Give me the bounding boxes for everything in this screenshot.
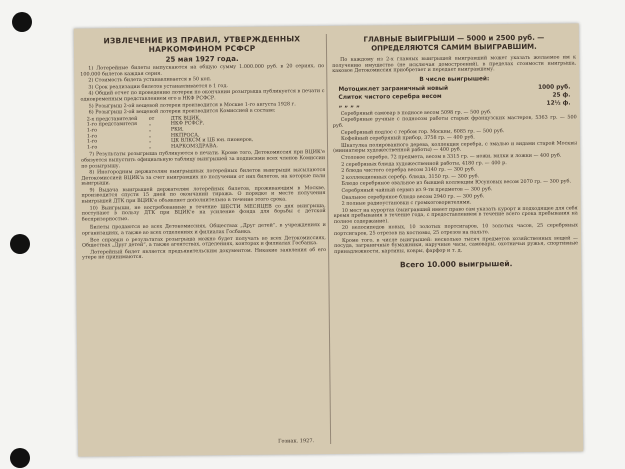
prize-item: 2 блюда чистого серебра весом 3140 гр. — 300 руб.: [341, 166, 476, 174]
rule-item: 3) Срок реализации билетов устанавливается в 1 год.: [88, 82, 228, 91]
rule-item: 6) Розыгрыш 2-ой вещевой лотереи производится Комиссией в составе:: [88, 107, 276, 116]
prize-row: Слиток чистого серебра весом 25 ф.: [338, 92, 571, 101]
prize-item: 2 полные радиоустановки с громкоговорителями.: [341, 199, 472, 207]
note-item: Все справки о результатах розыгрыша можно будет получать во всех Детокомиссиях, Обществах „Друг детей“, а также агентствах, отделениях, конторах и филиалах Госбанка.: [82, 234, 327, 249]
commission-row: 1-го „ НКПРОСА,: [86, 131, 200, 140]
rules-column: [80, 26, 328, 457]
printer-mark: Гознак. 1927.: [278, 438, 315, 445]
prize-item: Серебряный самовар в подносе весом 5098 гр. — 500 руб.: [340, 109, 492, 117]
main-prizes-headline: [332, 33, 576, 54]
headline-line2: ОПРЕДЕЛЯЮТСЯ САМИМ ВЫИГРАВШИМ.: [371, 42, 537, 53]
prize-row: „ „ „ „ 12½ ф.: [338, 100, 571, 109]
prize-item: Овальное серебряное блюдо весом 2940 гр. — 300 руб.: [341, 192, 485, 201]
note-item: Лотерейный билет является предъявительским документом. Никакие заявления об его утере не принимаются.: [82, 246, 327, 261]
prize-item: Серебряные ручные с подносом работы старых французских мастеров, 5363 гр. — 500 руб.: [332, 114, 577, 129]
note-item: Билеты продаются во всех Детокомиссиях, Обществах „Друг детей“, в учреждениях и организациях, а также во всех отделениях и филиалах Госбанка.: [81, 222, 326, 237]
rules-title-line1: ИЗВЛЕЧЕНИЕ ИЗ ПРАВИЛ, УТВЕРЖДЕННЫХ: [103, 34, 301, 46]
prize-item: 20 велосипедов новых, 10 золотых портсигаров, 10 золотых часов, 25 серебряных портсигаров, 25 отрезов на костюмы, 25 отрезов на пальто.: [333, 222, 578, 238]
lottery-document: [74, 23, 583, 456]
rule-item: 10) Выигрыши, не востребованные в течение ШЕСТИ МЕСЯЦЕВ со дня выигрыша, поступают в пользу ДТК при ВЦИК'е на усиление фонда для борьбы с детской беспризорностью.: [81, 202, 326, 223]
commission-row: 2-х представителей от ДТК ВЦИК,: [86, 115, 201, 123]
prize-item: Столовое серебро, 72 предмета, весом в 3315 гр. — ножи, вилки и ложки — 400 руб.: [341, 152, 562, 161]
rule-item: 1) Лотерейные билеты выпускаются на общую сумму 1.000.000 руб. в 20 сериях, по 100.000 билетов каждая серия.: [80, 63, 325, 78]
headline-line1: ГЛАВНЫЕ ВЫИГРЫШИ — 5000 и 2500 руб. —: [363, 33, 545, 44]
prizes-intro: По каждому из 2-х главных выигрышей выигравший может указать желаемое им к получению имущество (не исключая домостроений), в пределах стоимости выигрыша, каковое Детокомиссия приобретает и передает выигравшему.: [332, 54, 577, 75]
rule-item: 7) Результаты розыгрыша публикуются в печати. Кроме того, Детокомиссия при ВЦИК'е обязуется выпустить официальную таблицу выигрышей за подписями всех членов Комиссии по розыгрышу.: [81, 149, 326, 170]
prizes-subhead: В числе выигрышей:: [419, 76, 490, 83]
rules-title: [80, 34, 324, 55]
prize-item: 10 мест на курортах (выигравший имеет право сам указать курорт и подходящее для себя время пребывания в течение года, с предоставлением в течение всего срока пребывания на полное содержание).: [333, 205, 578, 225]
rule-item: 5) Розыгрыш 2-ой вещевой лотереи производится в Москве 1-го августа 1928 г.: [88, 100, 296, 110]
total-prizes: Всего 10.000 выигрышей.: [399, 259, 513, 270]
prize-item: Шкатулка полированного дерева, коллекция серебра, с эмалью и видами старой Москвы (миниатюры художественной работы) — 400 руб.: [333, 140, 578, 155]
commission-row: 1-го представителя „ НКФ РСФСР,: [86, 120, 205, 128]
prize-item: Кроме того, в числе выигрышей: несколько тысяч предметов хозяйственных вещей — посуда, заграничные бумажники, наручные часы, самовары, охотничьи ружья, спортивные принадлежности, картины, ковры, фарфор и т. д.: [334, 235, 579, 255]
rule-item: 9) Выдача выигрышей держателям лотерейных билетов, проживающим в Москве, производится спустя 15 дней по окончании тиража. О порядке и месте получения выигрышей ДТК при ВЦИК'е объявляет дополнительно в течение этого срока.: [81, 184, 326, 205]
prize-item: Блюдо серебряное овальное из бывшей коллекции Юсуповых весом 2070 гр. — 300 руб.: [341, 178, 572, 188]
binder-hole-bottom: [10, 448, 30, 468]
commission-row: 1-го „ НАРКОМЗДРАВА.: [86, 142, 218, 151]
rules-title-line2: НАРКОМФИНОМ РСФСР: [148, 43, 256, 54]
prizes-column: [332, 23, 580, 454]
binder-hole-top: [12, 12, 32, 32]
prize-item: Кофейный серебряный прибор, 3758 гр. — 400 руб.: [340, 134, 475, 143]
rule-item: 4) Общий отчет по проведению лотереи по окончании розыгрыша публикуется в печати с одновременным представлением его в НКФ РСФСР.: [80, 88, 325, 103]
prize-item: Серебряный чайный сервиз из 9-ти предметов — 300 руб.: [341, 186, 493, 194]
rule-item: 2) Стоимость билета устанавливается в 50 коп.: [88, 76, 212, 84]
prize-item: 2 коллекционных серебр. блюда, 3150 гр. — 300 руб.: [341, 173, 480, 181]
prize-item: Серебряный подлос с гербом гор. Москвы, 6085 гр. — 500 руб.: [340, 127, 505, 136]
commission-row: 1-го „ ЦК ВЛКСМ и ЦБ юн. пионеров,: [86, 136, 254, 145]
commission-list: [87, 115, 325, 151]
binder-hole-middle: [10, 234, 30, 254]
rules-date: 25 мая 1927 года.: [165, 54, 239, 64]
prize-item: 2 серебряных блюда художественной работы, 4180 гр. — 400 р.: [341, 159, 507, 168]
commission-row: 1-го „ РКИ,: [86, 126, 184, 134]
prize-row: Мотоциклет заграничный новый 1000 руб.: [338, 84, 571, 93]
rule-item: 8) Иногородним держателям выигрышных лотерейных билетов выигрыши высылаются Детокомиссией ВЦИК'а за счет выигравших по получении от них билетов, на которые пали выигрыши.: [81, 167, 326, 187]
